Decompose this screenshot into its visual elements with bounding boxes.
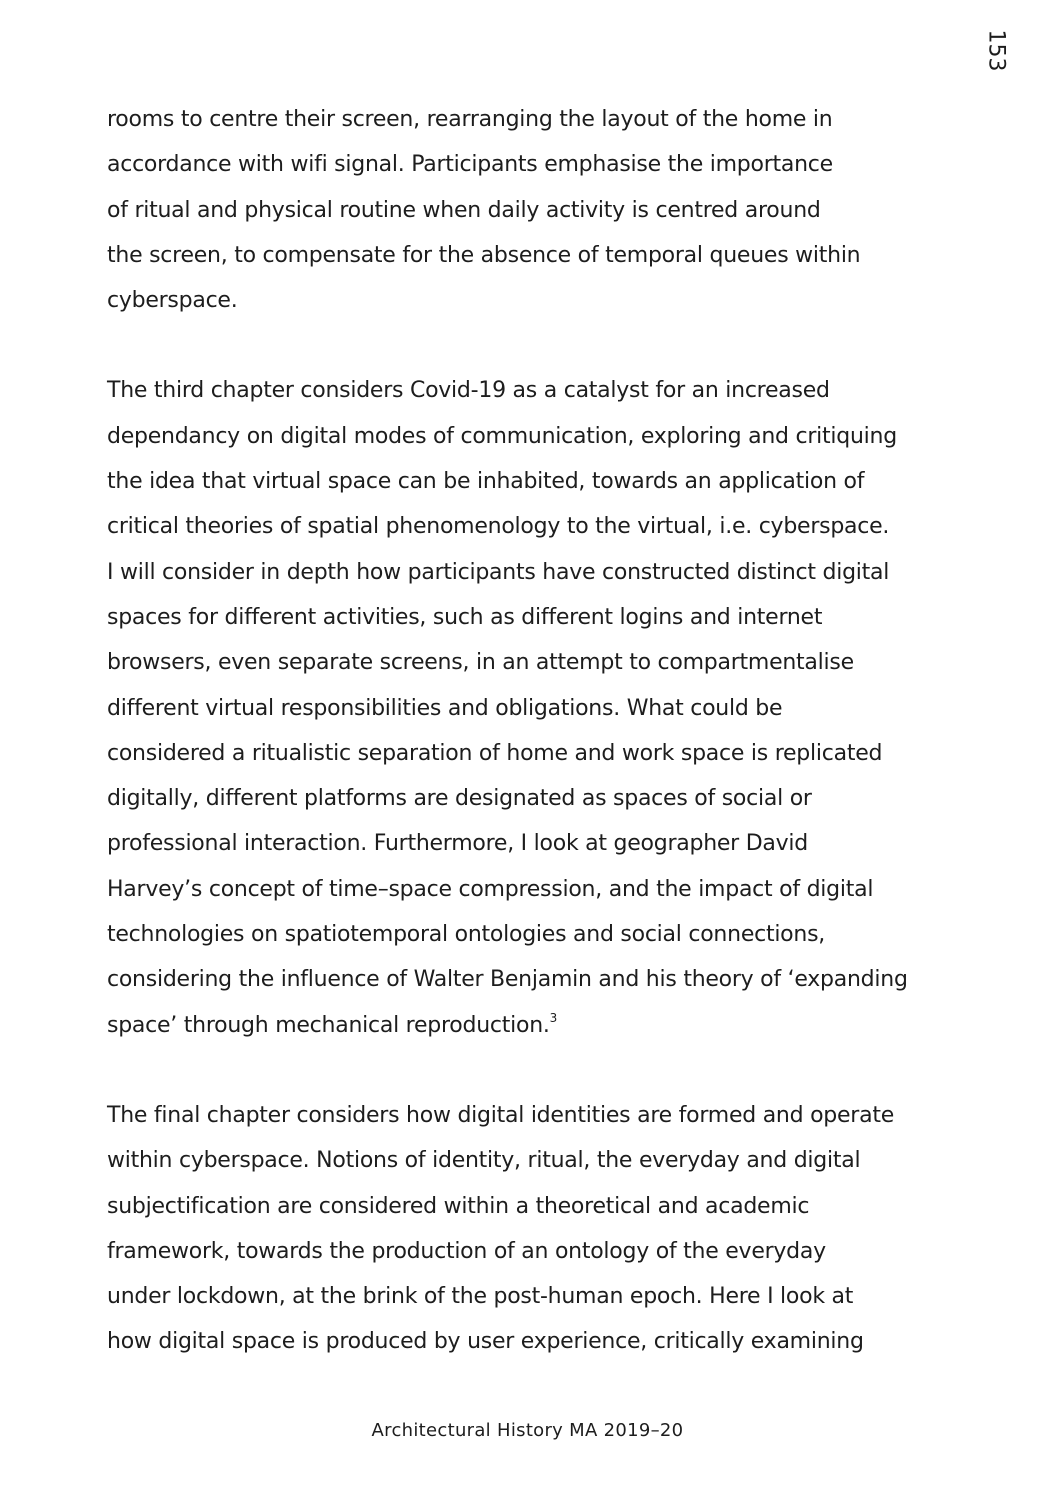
page-number	[976, 30, 1016, 70]
text-line: the screen, to compensate for the absence of temporal queues within	[107, 242, 861, 268]
text-line: dependancy on digital modes of communication, exploring and critiquing	[107, 423, 897, 449]
footnote-ref[interactable]: 3	[549, 1010, 558, 1025]
text-line: subjectification are considered within a theoretical and academic	[107, 1193, 810, 1219]
text-line: Harvey’s concept of time–space compression, and the impact of digital	[107, 876, 874, 902]
text-line: the idea that virtual space can be inhabited, towards an application of	[107, 469, 865, 495]
page-number-text: 153	[983, 29, 1009, 71]
text-line: under lockdown, at the brink of the post-human epoch. Here I look at	[107, 1284, 854, 1310]
text-line: technologies on spatiotemporal ontologies and social connections,	[107, 922, 826, 948]
text-line: critical theories of spatial phenomenology to the virtual, i.e. cyberspace.	[107, 514, 890, 540]
text-line: rooms to centre their screen, rearranging the layout of the home in	[107, 107, 833, 132]
text-line-with-footnote	[107, 1003, 987, 1048]
body-text	[107, 97, 987, 1410]
text-line: professional interaction. Furthermore, I look at geographer David	[107, 831, 808, 857]
text-line: The third chapter considers Covid-19 as a catalyst for an increased	[107, 378, 830, 404]
text-line: spaces for different activities, such as different logins and internet	[107, 604, 823, 630]
text-line: accordance with wifi signal. Participants emphasise the importance	[107, 152, 833, 178]
text-line: browsers, even separate screens, in an attempt to compartmentalise	[107, 650, 854, 676]
paragraph-1	[107, 97, 987, 323]
text-line: different virtual responsibilities and obligations. What could be	[107, 695, 783, 721]
text-line: within cyberspace. Notions of identity, ritual, the everyday and digital	[107, 1148, 861, 1174]
text-line-content: space’ through mechanical reproduction.	[107, 1012, 550, 1038]
text-line: cyberspace.	[107, 288, 238, 314]
text-line: framework, towards the production of an ontology of the everyday	[107, 1238, 826, 1264]
text-line: how digital space is produced by user experience, critically examining	[107, 1329, 864, 1355]
text-line: considered a ritualistic separation of home and work space is replicated	[107, 740, 883, 766]
text-line: considering the influence of Walter Benjamin and his theory of ‘expanding	[107, 967, 908, 993]
text-line: The final chapter considers how digital identities are formed and operate	[107, 1102, 894, 1128]
paragraph-2	[107, 368, 987, 1047]
text-line: of ritual and physical routine when daily activity is centred around	[107, 197, 821, 223]
text-line: digitally, different platforms are designated as spaces of social or	[107, 786, 812, 812]
paragraph-3	[107, 1093, 987, 1365]
text-line: I will consider in depth how participants have constructed distinct digital	[107, 559, 890, 585]
page-footer: Architectural History MA 2019–20	[371, 1420, 684, 1441]
